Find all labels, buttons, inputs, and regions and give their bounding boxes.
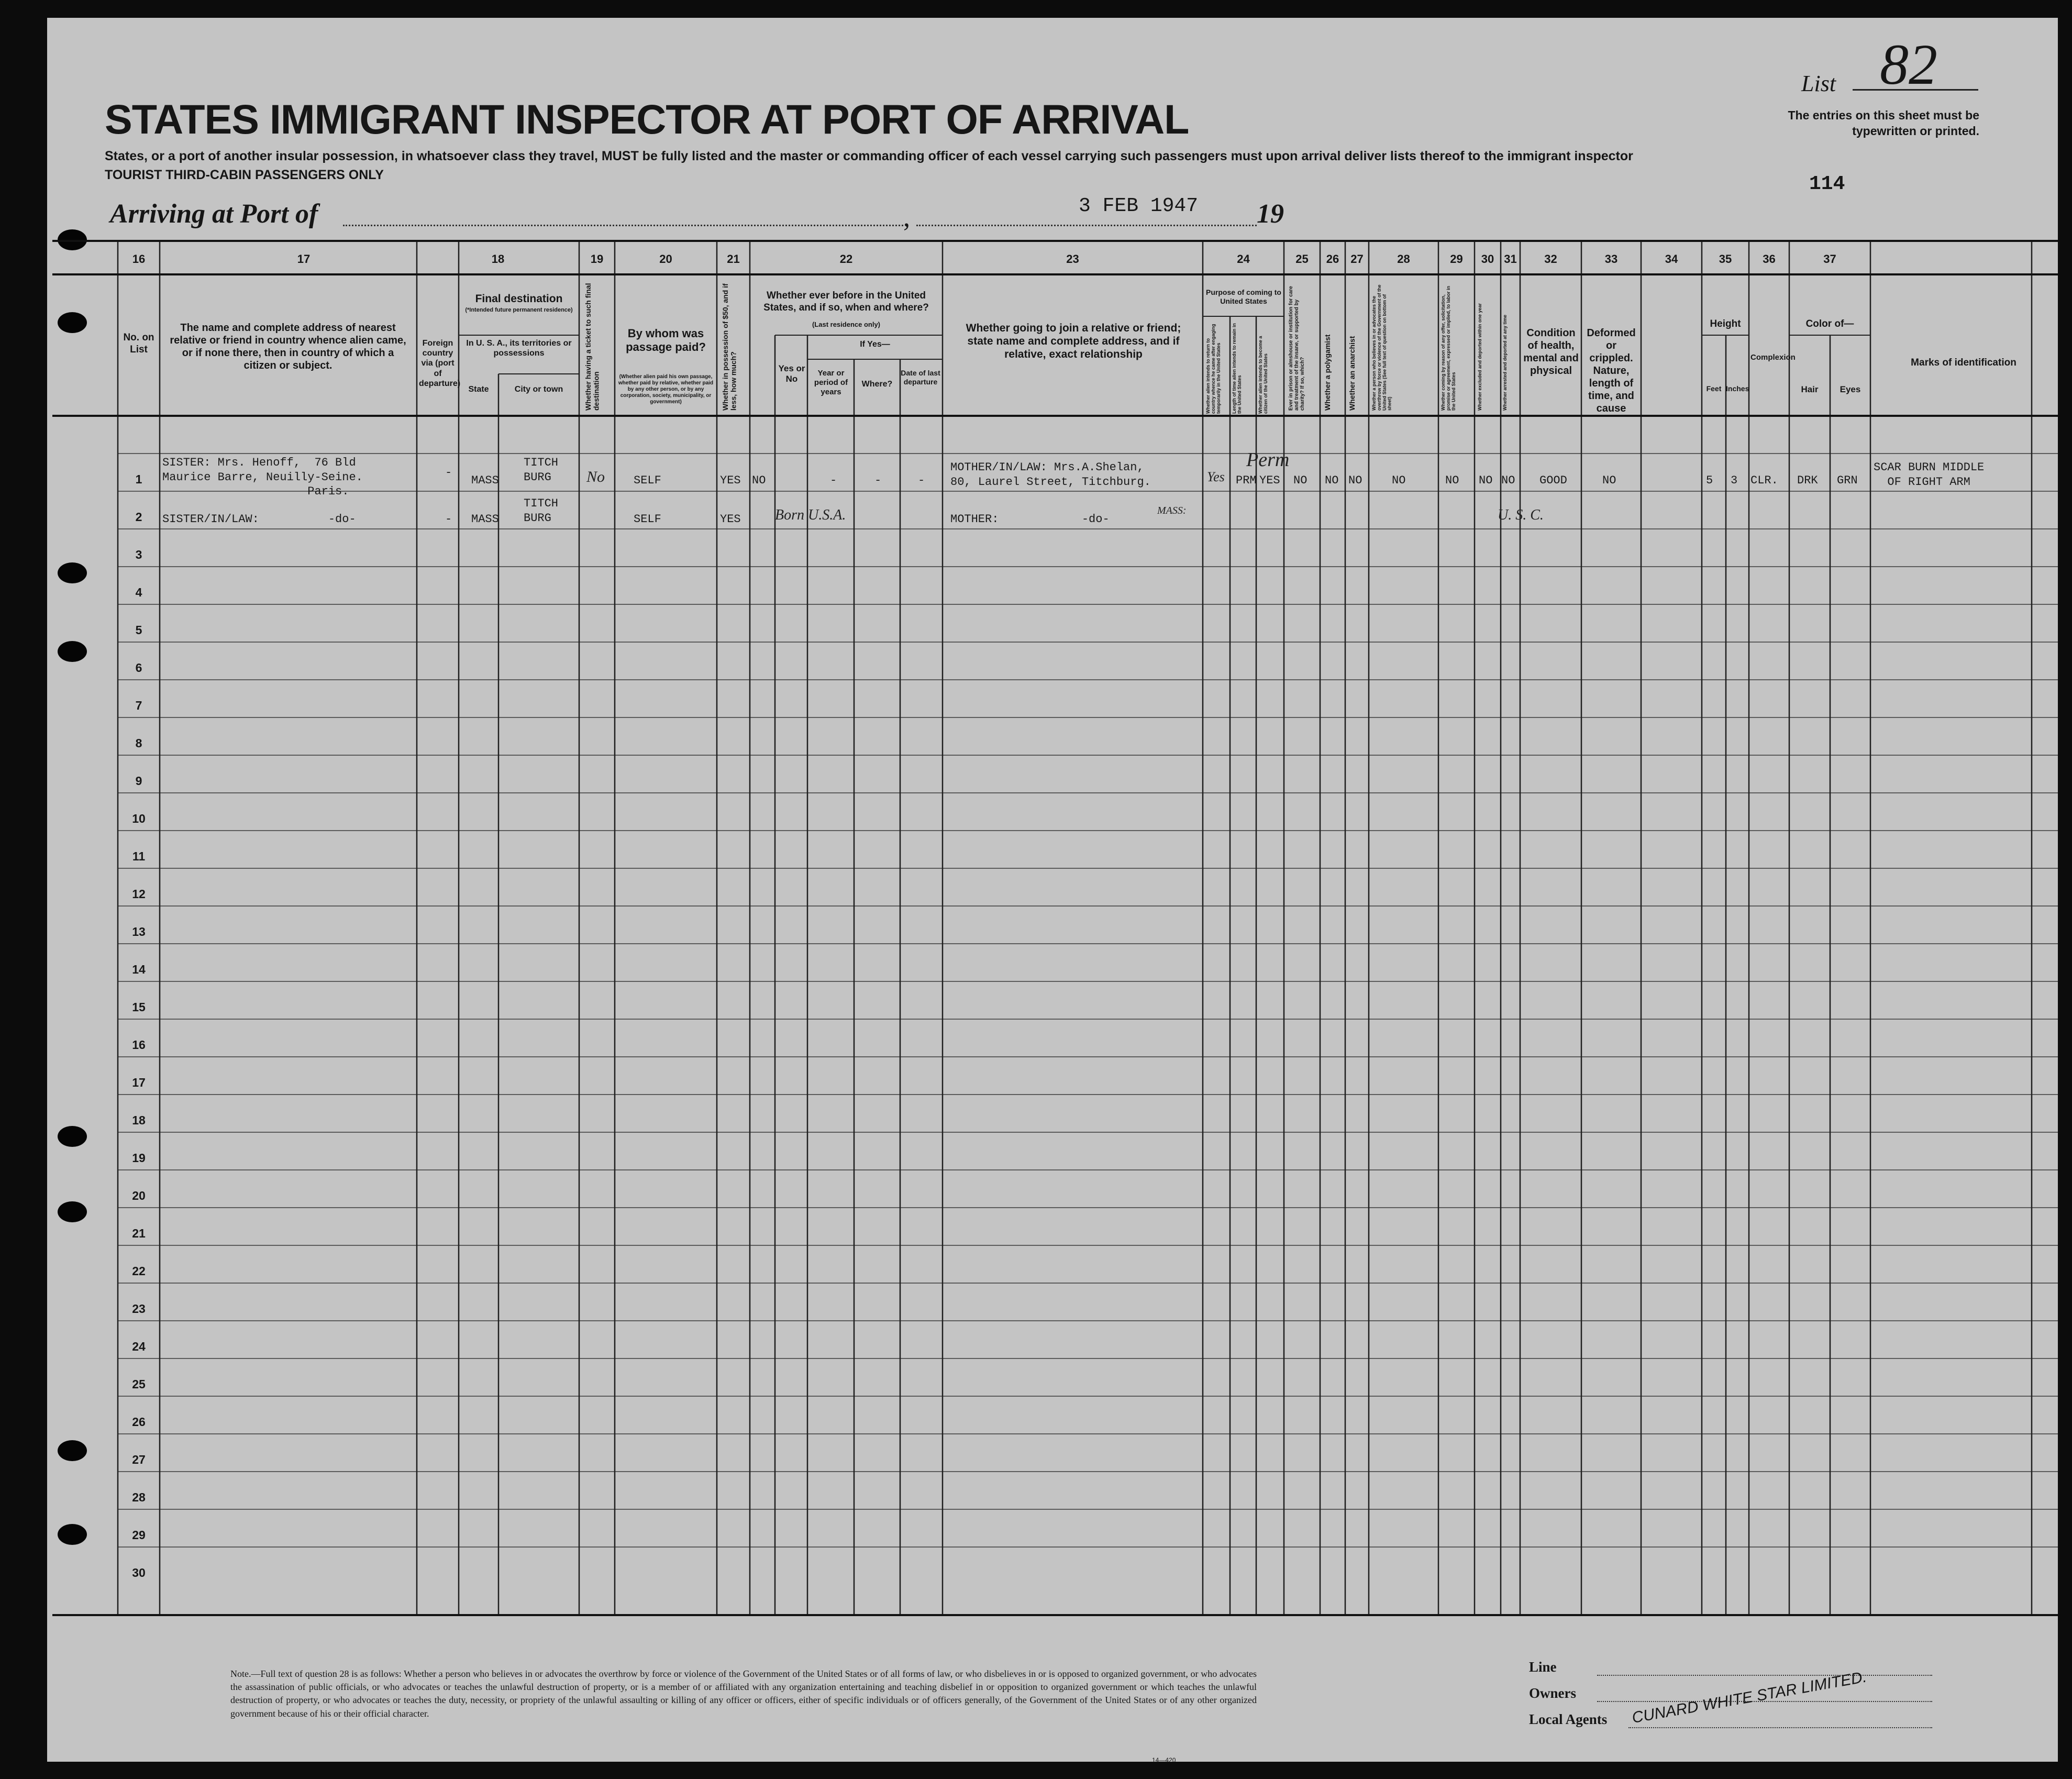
- col-purpose: Purpose of coming to United States: [1206, 288, 1281, 305]
- manifest-sheet: [31, 18, 2058, 1762]
- col-number: 36: [1763, 252, 1776, 266]
- col-number: 22: [839, 252, 853, 266]
- entry-1-health: GOOD: [1539, 474, 1567, 487]
- row-number: 6: [135, 661, 142, 675]
- col-complexion: Complexion: [1750, 353, 1796, 362]
- comma: ,: [903, 203, 910, 233]
- row-number: 10: [132, 812, 146, 825]
- col-ticket: Whether having a ticket to such final destination: [584, 283, 601, 411]
- col-prison: Ever in prison or almshouse or institution for care and treatment of the insane, or supported by charity? If so, which?: [1288, 286, 1305, 411]
- entry-2-city: TITCH BURG: [524, 497, 559, 525]
- col-number: 20: [659, 252, 672, 266]
- entry-1-anarchist: NO: [1348, 474, 1362, 487]
- col-number: 27: [1350, 252, 1364, 266]
- entry-1-q28: NO: [1392, 474, 1406, 487]
- entry-2-has-50: YES: [720, 513, 741, 526]
- col-ever-before-note: (Last residence only): [812, 321, 881, 328]
- col-height: Height: [1710, 318, 1741, 329]
- entry-1-before: NO: [752, 474, 766, 487]
- entry-1-prison: NO: [1293, 474, 1308, 487]
- entry-1-ticket: No: [586, 468, 605, 485]
- col-number: 35: [1719, 252, 1732, 266]
- typewritten-note: The entries on this sheet must be typewritten or printed.: [1788, 108, 1979, 138]
- local-agents-field: [1628, 1727, 1932, 1728]
- col-number: 34: [1665, 252, 1678, 266]
- entry-1-labor: NO: [1445, 474, 1459, 487]
- col-eyes: Eyes: [1840, 384, 1861, 394]
- entry-1-polygamist: NO: [1325, 474, 1339, 487]
- entry-1-length: PRM: [1236, 474, 1257, 487]
- entry-1-where: -: [874, 474, 882, 487]
- col-passage-paid: By whom was passage paid?: [626, 327, 706, 354]
- sheet-number: 114: [1809, 173, 1845, 195]
- entry-1-length-written: Perm: [1246, 449, 1290, 471]
- row-number: 18: [132, 1113, 146, 1127]
- row-number: 5: [135, 623, 142, 637]
- row-number: 17: [132, 1076, 146, 1089]
- col-become-citizen: Whether alien intends to become a citizen of the United States: [1258, 336, 1268, 414]
- col-ever-before: Whether ever before in the United States, and if so, when and where?: [763, 290, 929, 313]
- entry-1-complexion: CLR.: [1750, 474, 1778, 487]
- col-nearest-relative: The name and complete address of nearest relative or friend in country whence alien came, or if none there, then in country of which a citizen or subject.: [170, 322, 406, 371]
- col-city: City or town: [514, 385, 563, 394]
- col-health: Condition of health, mental and physical: [1523, 327, 1579, 377]
- col-joining-relative: Whether going to join a relative or friend; state name and complete address, and if relative, exact relationship: [966, 322, 1181, 361]
- col-passage-paid-note: (Whether alien paid his own passage, whether paid by relative, whether paid by any other person, or by any corporation, society, municipality, or government): [618, 374, 714, 405]
- date-stamp: 3 FEB 1947: [1079, 195, 1199, 217]
- row-number: 11: [132, 849, 146, 863]
- col-number: 26: [1326, 252, 1339, 266]
- row-number: 23: [132, 1302, 146, 1316]
- col-labor: Whether coming by reason of any offer, solicitation, promise or agreement, expressed or implied, to labor in the United States: [1441, 285, 1456, 411]
- row-number: 8: [135, 736, 142, 750]
- col-number: 23: [1066, 252, 1079, 266]
- entry-1-city: TITCH BURG: [524, 456, 559, 484]
- entry-2-citizen-mark: U. S. C.: [1498, 507, 1544, 523]
- col-number: 25: [1295, 252, 1309, 266]
- row-number: 2: [135, 510, 142, 524]
- row-number: 7: [135, 699, 142, 712]
- entry-1-state: MASS: [471, 474, 499, 487]
- entry-2-state: MASS: [471, 513, 499, 526]
- col-number: 30: [1481, 252, 1494, 266]
- col-if-yes: If Yes—: [860, 340, 890, 349]
- col-final-destination: Final destination: [475, 293, 563, 305]
- col-no-on-list: No. on List: [123, 332, 154, 355]
- entry-1-excluded: NO: [1479, 474, 1493, 487]
- col-number: 37: [1823, 252, 1836, 266]
- entry-1-paid-by: SELF: [634, 474, 661, 487]
- table-grid: [31, 18, 2058, 1762]
- col-year-period: Year or period of years: [814, 369, 848, 396]
- col-number: 16: [132, 252, 146, 266]
- entry-1-eyes: GRN: [1837, 474, 1858, 487]
- col-deformed: Deformed or crippled. Nature, length of time, and cause: [1587, 327, 1636, 414]
- col-yes-or-no: Yes or No: [778, 363, 805, 384]
- footnote-question-28: Note.—Full text of question 28 is as follows: Whether a person who believes in or advocates the overthrow by force or violence of the Government of the United States or of all forms of law, or who disbelieves in or is opposed to organized government, or who advocates the assassination of public officials, or who advocates or teaches the unlawful destruction of property, or is a member of or affiliated with any organization entertaining and teaching disbelief in or opposition to organized government or which teaches the unlawful destruction of property, or who advocates or teaches the duty, necessity, or propriety of the unlawful assaulting or killing of any officer or officers, either of specific individuals or of officers generally, of the Government of the United States or of any other organized government because of his or their official character.: [230, 1668, 1257, 1719]
- form-subtitle: States, or a port of another insular possession, in whatsoever class they travel, MUST be fully listed and the master or commanding officer of each vessel carrying such passengers must upon arrival deliver lists thereof to the immigrant inspector: [105, 149, 1633, 163]
- row-number: 30: [132, 1566, 146, 1579]
- col-question-28: Whether a person who believes in or advocates the overthrow by force or violence of the Government of the United States (See full text of question on bottom of sheet): [1371, 284, 1392, 411]
- entry-1-year: -: [830, 474, 837, 487]
- col-return-intent: Whether alien intends to return to country whence he came after engaging temporarily in the United States: [1205, 324, 1221, 414]
- col-excluded: Whether excluded and deported within one year: [1477, 303, 1482, 411]
- row-number: 26: [132, 1415, 146, 1429]
- row-number: 24: [132, 1340, 146, 1353]
- col-state: State: [468, 385, 489, 394]
- row-number: 28: [132, 1490, 146, 1504]
- entry-1-foreign: -: [445, 466, 452, 479]
- col-final-destination-note: (*Intended future permanent residence): [465, 307, 573, 313]
- col-date-last-departure: Date of last departure: [901, 369, 940, 386]
- entry-1-marks: SCAR BURN MIDDLE OF RIGHT ARM: [1874, 461, 1985, 489]
- entry-1-hair: DRK: [1797, 474, 1818, 487]
- row-number: 4: [135, 585, 142, 599]
- row-number: 27: [132, 1453, 146, 1466]
- row-number: 20: [132, 1189, 146, 1202]
- entry-1-citizen: YES: [1259, 474, 1280, 487]
- year-prefix: 19: [1257, 199, 1284, 229]
- entry-1-has-50: YES: [720, 474, 741, 487]
- entry-1-return-intent: Yes: [1207, 469, 1225, 484]
- row-number: 29: [132, 1528, 146, 1542]
- col-number: 21: [727, 252, 740, 266]
- form-code: 14—420: [1152, 1756, 1176, 1764]
- agent-stamp: CUNARD WHITE STAR LIMITED.: [1631, 1668, 1868, 1727]
- entry-2-paid-by: SELF: [634, 513, 661, 526]
- col-where: Where?: [861, 380, 893, 389]
- col-anarchist: Whether an anarchist: [1348, 336, 1356, 411]
- entry-2-join: MOTHER: -do-: [950, 513, 1110, 526]
- list-label: List: [1801, 71, 1836, 96]
- col-number: 28: [1397, 252, 1410, 266]
- entry-1-feet: 5: [1706, 474, 1713, 487]
- entry-2-relative: SISTER/IN/LAW: -do-: [162, 513, 356, 526]
- row-number: 22: [132, 1264, 146, 1278]
- line-field: [1597, 1675, 1932, 1676]
- row-number: 25: [132, 1377, 146, 1391]
- col-marks: Marks of identification: [1911, 357, 2016, 368]
- col-number: 24: [1237, 252, 1250, 266]
- col-number: 18: [491, 252, 505, 266]
- entry-1-departure: -: [918, 474, 925, 487]
- entry-2-born-usa: Born U.S.A.: [775, 507, 846, 523]
- col-foreign-country: Foreign country via (port of departure): [419, 339, 461, 388]
- entry-1-relative: SISTER: Mrs. Henoff, 76 Bld Maurice Barre, Neuilly-Seine. Paris.: [162, 456, 363, 498]
- col-number: 29: [1450, 252, 1463, 266]
- arriving-label: Arriving at Port of: [110, 199, 318, 229]
- col-deported: Whether arrested and deported at any time: [1502, 314, 1508, 411]
- col-color-of: Color of—: [1805, 318, 1854, 329]
- col-inches: Inches: [1726, 384, 1749, 393]
- row-number: 21: [132, 1226, 146, 1240]
- entry-1-inches: 3: [1731, 474, 1738, 487]
- row-number: 14: [132, 963, 146, 976]
- entry-1-join-state: MASS:: [1157, 505, 1187, 516]
- col-in-usa: In U. S. A., its territories or possessions: [466, 339, 572, 358]
- col-polygamist: Whether a polygamist: [1323, 334, 1332, 411]
- entry-1-deported: NO: [1501, 474, 1515, 487]
- passenger-class: TOURIST THIRD-CABIN PASSENGERS ONLY: [105, 168, 384, 182]
- row-number: 16: [132, 1038, 146, 1052]
- row-number: 19: [132, 1151, 146, 1165]
- col-length-stay: Length of time alien intends to remain in the United States: [1232, 323, 1242, 414]
- owners-label: Owners: [1529, 1685, 1576, 1701]
- col-has-50: Whether in possession of $50, and if less, how much?: [721, 283, 738, 411]
- col-number: 31: [1504, 252, 1517, 266]
- entry-2-foreign: -: [445, 513, 452, 526]
- row-number: 1: [135, 472, 142, 486]
- col-feet: Feet: [1706, 384, 1722, 393]
- col-number: 33: [1604, 252, 1618, 266]
- row-number: 15: [132, 1000, 146, 1014]
- list-number: 82: [1880, 32, 1937, 96]
- row-number: 12: [132, 887, 146, 901]
- col-number: 17: [297, 252, 311, 266]
- line-label: Line: [1529, 1659, 1557, 1675]
- row-number: 9: [135, 774, 142, 788]
- col-number: 19: [590, 252, 604, 266]
- entry-1-join: MOTHER/IN/LAW: Mrs.A.Shelan, 80, Laurel Street, Titchburg.: [950, 461, 1151, 489]
- row-number: 3: [135, 548, 142, 561]
- row-number: 13: [132, 925, 146, 938]
- form-title: STATES IMMIGRANT INSPECTOR AT PORT OF ARRIVAL: [105, 96, 1189, 142]
- col-number: 32: [1544, 252, 1557, 266]
- col-hair: Hair: [1801, 384, 1819, 394]
- local-agents-label: Local Agents: [1529, 1711, 1608, 1727]
- entry-1-deformed: NO: [1602, 474, 1616, 487]
